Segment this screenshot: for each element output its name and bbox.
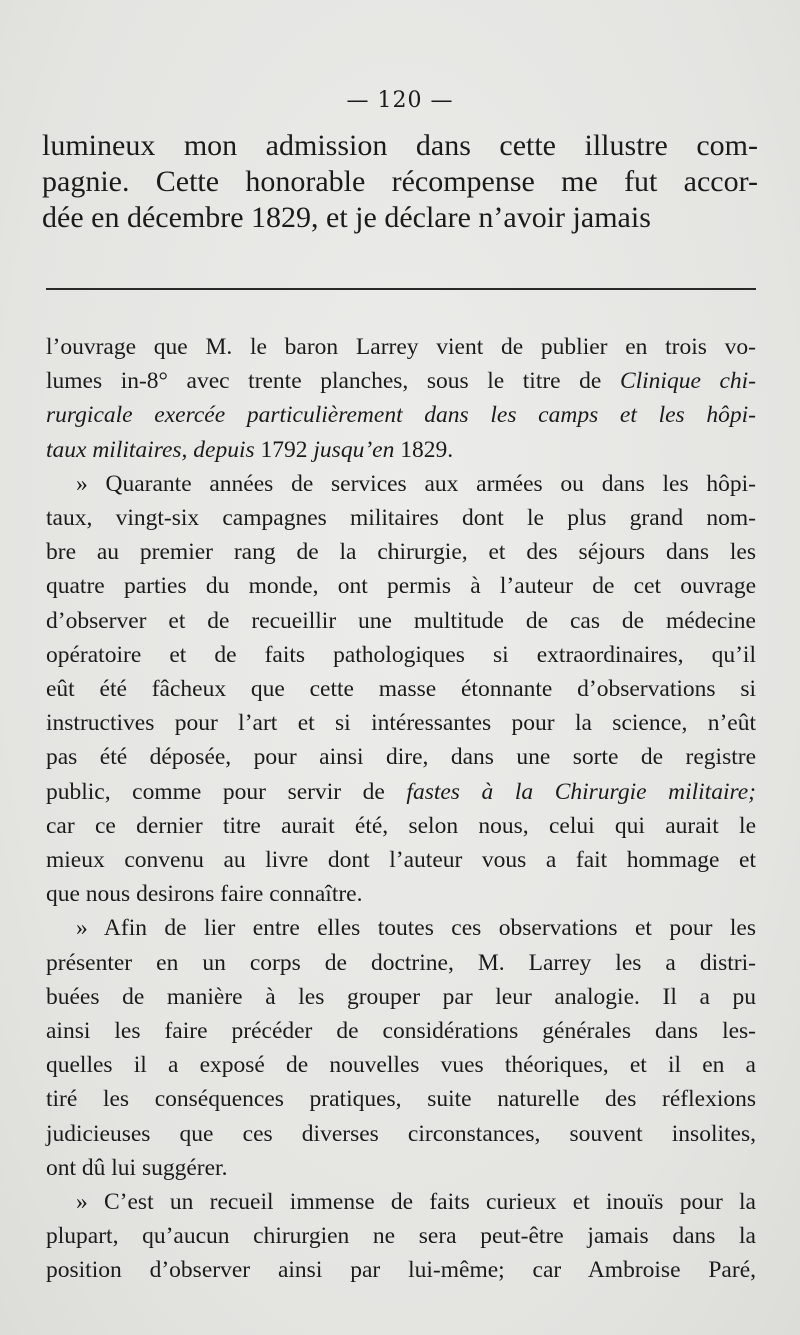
- text-line: [46, 775, 756, 809]
- text-line: buées de manière à les grouper par leur analogie. Il a pu: [46, 983, 756, 1010]
- text-line: mieux convenu au livre dont l’auteur vous a fait hommage et: [46, 847, 756, 874]
- text-line: d’observer et de recueillir une multitude de cas de médecine: [46, 607, 756, 634]
- text-line: car ce dernier titre aurait été, selon nous, celui qui aurait le: [46, 812, 756, 839]
- main-text-line: lumineux mon admission dans cette illustre com-: [42, 129, 758, 162]
- text-line: » Quarante années de services aux armées ou dans les hôpi-: [76, 470, 756, 497]
- text-line: pas été déposée, pour ainsi dire, dans une sorte de registre: [46, 744, 756, 771]
- footnote-paragraph: [46, 467, 756, 912]
- italic-title: taux militaires, depuis: [46, 436, 261, 463]
- text-line: eût été fâcheux que cette masse étonnante d’observations si: [46, 676, 756, 703]
- year: 1829.: [400, 436, 454, 463]
- footnote-paragraph: [46, 911, 756, 1185]
- text-line: judicieuses que ces diverses circonstances, souvent insolites,: [46, 1120, 756, 1147]
- italic-title: rurgicale exercée particulièrement dans les camps et les hôpi-: [46, 402, 756, 429]
- text-run: public, comme pour servir de: [46, 778, 407, 805]
- text-line: tiré les conséquences pratiques, suite naturelle des réflexions: [46, 1086, 756, 1113]
- footnote-text: [46, 330, 756, 1288]
- text-line: ainsi les faire précéder de considérations générales dans les-: [46, 1018, 756, 1045]
- text-line: l’ouvrage que M. le baron Larrey vient de publier en trois vo-: [46, 334, 756, 360]
- italic-title: Clinique chi-: [619, 368, 756, 395]
- text-line: » Afin de lier entre elles toutes ces observations et pour les: [76, 915, 756, 942]
- text-run: lumes in-8° avec trente planches, sous le titre de: [46, 368, 620, 395]
- main-text-line: pagnie. Cette honorable récompense me fut accor-: [42, 165, 758, 198]
- footnote-rule: [46, 288, 756, 290]
- text-line: [46, 433, 756, 467]
- text-line: instructives pour l’art et si intéressantes pour la science, n’eût: [46, 710, 756, 737]
- text-line: ont dû lui suggérer.: [46, 1154, 228, 1181]
- italic-title: fastes à la Chirurgie militaire;: [406, 778, 756, 805]
- text-line: quatre parties du monde, ont permis à l’auteur de cet ouvrage: [46, 573, 756, 600]
- text-line: quelles il a exposé de nouvelles vues théoriques, et il en a: [46, 1052, 756, 1079]
- text-line: bre au premier rang de la chirurgie, et des séjours dans les: [46, 539, 756, 566]
- text-line: opératoire et de faits pathologiques si extraordinaires, qu’il: [46, 641, 756, 668]
- text-line: que nous desirons faire connaître.: [46, 881, 363, 908]
- text-line: [46, 398, 756, 432]
- text-line: présenter en un corps de doctrine, M. Larrey les a distri-: [46, 949, 756, 976]
- page-number: — 120 —: [346, 88, 454, 113]
- text-line: taux, vingt-six campagnes militaires dont le plus grand nom-: [46, 505, 756, 532]
- italic-text: jusqu’en: [307, 436, 401, 463]
- main-text-line: dée en décembre 1829, et je déclare n’avoir jamais: [42, 201, 651, 234]
- text-line: plupart, qu’aucun chirurgien ne sera peut-être jamais dans la: [46, 1223, 756, 1250]
- text-line: [46, 364, 756, 398]
- text-line: » C’est un recueil immense de faits curieux et inouïs pour la: [76, 1189, 756, 1216]
- text-line: position d’observer ainsi par lui-même; car Ambroise Paré,: [46, 1257, 756, 1284]
- year: 1792: [260, 436, 308, 463]
- main-text: [42, 128, 758, 236]
- footnote-paragraph: [46, 330, 756, 467]
- footnote-paragraph: [46, 1185, 756, 1288]
